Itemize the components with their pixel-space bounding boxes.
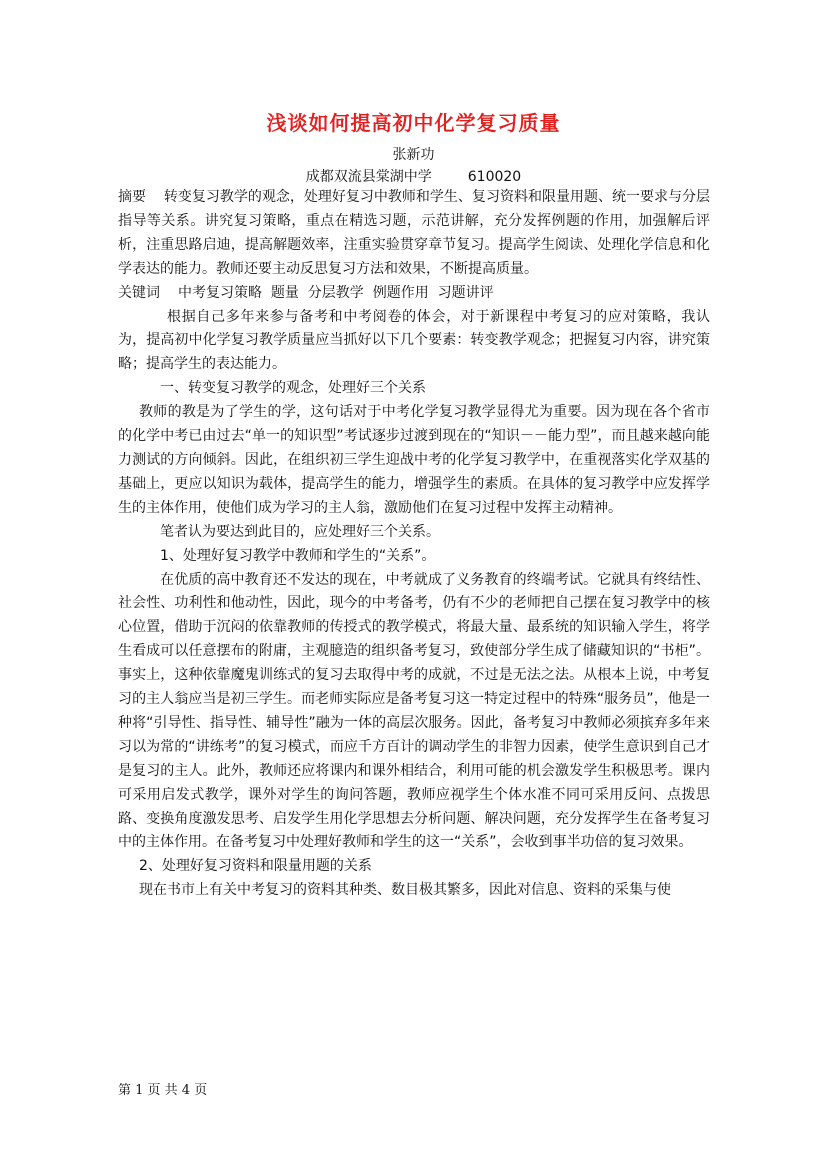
subsection2-heading: 2、处理好复习资料和限量用题的关系 xyxy=(139,858,372,875)
intro-paragraph: 根据自己多年来参与备考和中考阅卷的体会，对于新课程中考复习的应对策略，我认为，提高初中化学复习教学质量应当抓好以下几个要素：转变教学观念；把握复习内容，讲究策略；提高学生的表达能力。 xyxy=(118,308,710,373)
section1-heading: 一、转变复习教学的观念，处理好三个关系 xyxy=(160,380,426,397)
keywords-text: 中考复习策略 题量 分层教学 例题作用 习题讲评 xyxy=(178,284,494,301)
affiliation-postcode: 610020 xyxy=(467,169,522,185)
abstract-label: 摘要 xyxy=(118,189,147,205)
subsection2-paragraph: 现在书市上有关中考复习的资料其种类、数目极其繁多，因此对信息、资料的采集与使 xyxy=(139,882,671,899)
section1-paragraph-1: 教师的教是为了学生的学，这句话对于中考化学复习教学显得尤为重要。因为现在各个省市的化学中考已由过去“单一的知识型”考试逐步过渡到现在的“知识－－能力型”，而且越来越向能力测试的方向倾斜。因此，在组织初三学生迎战中考的化学复习教学中，在重视落实化学双基的基础上，更应以知识为载体，提高学生的能力，增强学生的素质。在具体的复习教学中应发挥学生的主体作用，使他们成为学习的主人翁，激励他们在复习过程中发挥主动精神。 xyxy=(118,404,710,516)
section1-paragraph-2: 笔者认为要达到此目的，应处理好三个关系。 xyxy=(160,523,440,540)
abstract-paragraph xyxy=(118,186,710,282)
subsection1-heading: 1、处理好复习教学中教师和学生的“关系”。 xyxy=(160,547,436,564)
author-name: 张新功 xyxy=(392,147,435,163)
document-title: 浅谈如何提高初中化学复习质量 xyxy=(266,111,561,135)
author-affiliation xyxy=(0,167,827,187)
affiliation-school: 成都双流县棠湖中学 xyxy=(305,169,432,185)
abstract-text: 转变复习教学的观念，处理好复习中教师和学生、复习资料和限量用题、统一要求与分层指导等关系。讲究复习策略，重点在精选习题，示范讲解，充分发挥例题的作用，加强解后评析，注重思路启迪，提高解题效率，注重实验贯穿章节复习。提高学生阅读、处理化学信息和化学表达的能力。教师还要主动反思复习方法和效果，不断提高质量。 xyxy=(118,189,711,277)
document-body xyxy=(118,186,710,903)
keywords-label: 关键词 xyxy=(118,284,160,301)
subsection1-paragraph: 在优质的高中教育还不发达的现在，中考就成了义务教育的终端考试。它就具有终结性、社会性、功利性和他动性，因此，现今的中考备考，仍有不少的老师把自己摆在复习教学中的核心位置，借助于沉闷的依靠教师的传授式的教学模式，将最大量、最系统的知识输入学生，将学生看成可以任意摆布的附庸，主观臆造的组织备考复习，致使部分学生成了储藏知识的“书柜”。事实上，这种依靠魔鬼训练式的复习去取得中考的成就，不过是无法之法。从根本上说，中考复习的主人翁应当是初三学生。而老师实际应是备考复习这一特定过程中的特殊“服务员”，他是一种将“引导性、指导性、辅导性”融为一体的高层次服务。因此，备考复习中教师必须摈弃多年来习以为常的“讲练考”的复习模式，而应千方百计的调动学生的非智力因素，使学生意识到自己才是复习的主人。此外，教师还应将课内和课外相结合，利用可能的机会激发学生积极思考。课内可采用启发式教学，课外对学生的询问答题，教师应视学生个体水准不同可采用反问、点拨思路、变换角度激发思考、启发学生用化学思想去分析问题、解决问题，充分发挥学生在备考复习中的主体作用。在备考复习中处理好教师和学生的这一“关系”，会收到事半功倍的复习效果。 xyxy=(118,571,710,851)
keywords-paragraph xyxy=(118,282,710,306)
page-footer: 第 1 页 共 4 页 xyxy=(118,1083,208,1098)
